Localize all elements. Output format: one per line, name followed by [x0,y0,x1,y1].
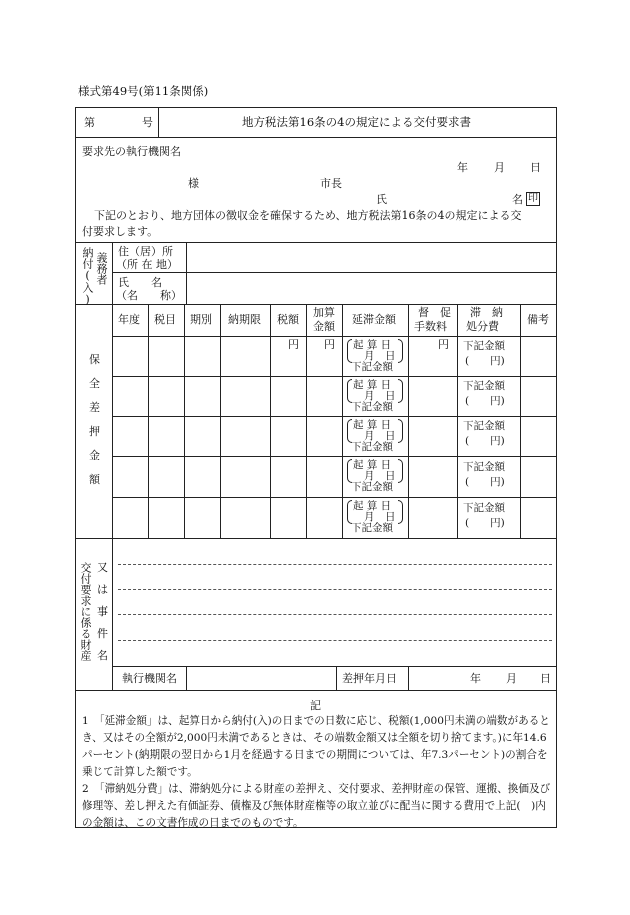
form-id: 様式第49号(第11条関係) [78,84,209,98]
note-2: 「滞納処分費」は、滞納処分による財産の差押え、交付要求、差押財産の保管、運搬、換価及び修理等、差し押えた有価証券、債権及び無体財産権等の取立並びに配当に関する費用で上記( )内の金額は、この文書作成の日までのものです。 [82,783,551,829]
notes-title: 記 [310,699,321,712]
seizure-year: 年 [470,672,481,685]
seizure-month: 月 [506,672,517,685]
col-dunning-1: 督 促 [418,306,451,319]
col-fiscal-year: 年度 [118,313,140,326]
yen-unit: 円 [438,338,449,351]
mayor-label: 市長 [320,177,342,190]
col-disposition-2: 処分費 [466,320,499,333]
obligor-vertical-b: 義務者 [95,252,108,285]
agency-label: 要求先の執行機関名 [82,145,181,158]
number-suffix: 号 [142,116,153,129]
date-day: 日 [530,161,541,174]
property-vertical-a: 交付要求に係る財産 [79,562,92,661]
entity-name-label: （名 称） [116,289,182,302]
col-disposition-1: 滞 納 [470,306,503,319]
exec-agency-label: 執行機関名 [122,672,177,685]
note-1: 「延滞金額」は、起算日から納付(入)の日までの日数に応じ、税額(1,000円未満の端数があるとき、又はその全額が2,000円未満であるときは、その端数金額又は全額を切り捨てます。)に年14.6パーセント(納期限の翌日から1月を経過する日までの期間については、年7.3パーセント)の割合を乗じて計算した額です。 [82,715,550,778]
body-text-1: 下記のとおり、地方団体の徴収金を確保するため、地方税法第16条の4の規定による交 [94,209,522,222]
location-label: （所 在 地） [116,258,178,271]
yen-unit: 円 [324,338,335,351]
given-name-label: 名 [512,193,523,206]
body-text-2: 付要求します。 [82,225,159,238]
col-remarks: 備考 [527,313,549,326]
sama-label: 様 [188,177,199,190]
col-due-date: 納期限 [228,313,261,326]
col-surcharge-2: 金額 [313,320,335,333]
date-year: 年 [457,161,468,174]
col-dunning-2: 手数料 [414,320,447,333]
col-period: 期別 [190,313,212,326]
note-1-number: 1 [82,715,89,727]
yen-unit: 円 [288,338,299,351]
seizure-date-label: 差押年月日 [342,672,397,685]
col-late-fee: 延滞金額 [352,313,396,326]
address-label: 住（居）所 [118,245,173,258]
seal-box: 印 [528,193,538,204]
note-2-number: 2 [82,783,89,795]
col-tax-item: 税目 [154,313,176,326]
name-label: 氏 名 [118,276,162,289]
document-title: 地方税法第16条の4の規定による交付要求書 [242,115,471,129]
surname-label: 氏 [376,193,387,206]
seizure-day: 日 [540,672,551,685]
col-tax-amount: 税額 [277,313,299,326]
col-surcharge-1: 加算 [313,306,335,319]
obligor-vertical-a: 納付(入) [81,247,94,306]
date-month: 月 [494,161,505,174]
number-prefix: 第 [84,116,95,129]
